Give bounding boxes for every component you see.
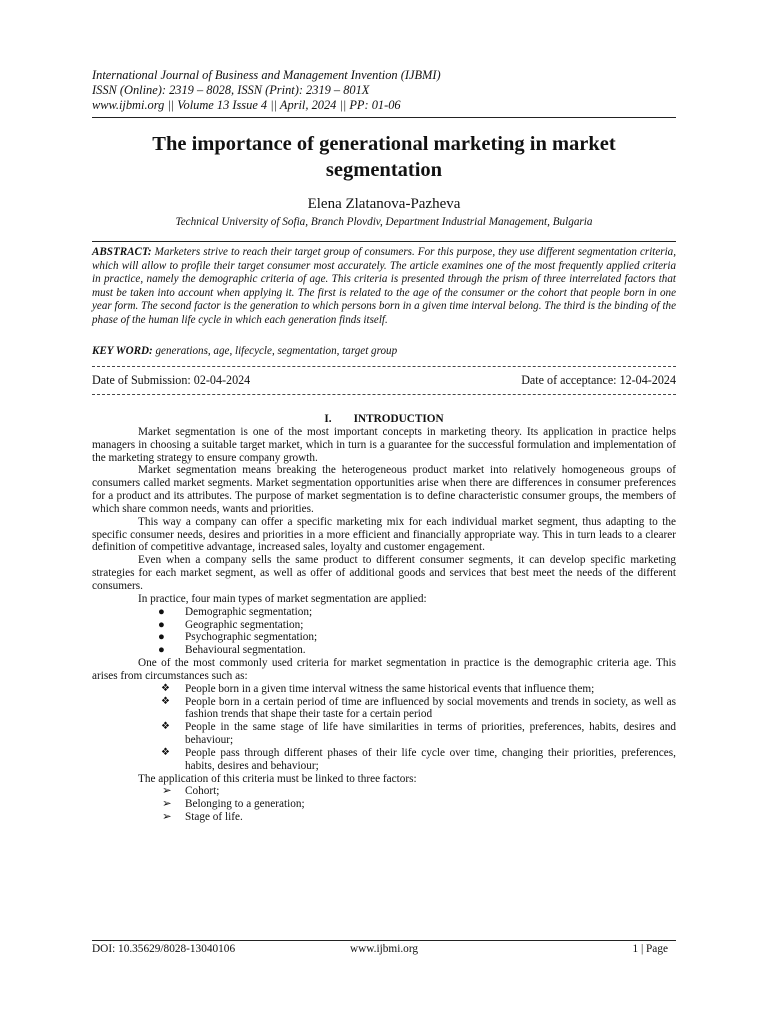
list-item: ❖ People born in a certain period of time are influenced by social movements and trends in society, as well as fashion trends that shape their taste for a certain period [161,695,676,721]
date-of-submission: Date of Submission: 02-04-2024 [92,373,251,387]
arrow-bullet-icon: ➢ [162,785,172,798]
section-heading [92,413,676,426]
diamond-bullet-icon: ❖ [161,695,170,707]
list-item: ❖ People in the same stage of life have similarities in terms of priorities, preferences, habits, desires and behaviour; [161,721,676,747]
paragraph: This way a company can offer a specific marketing mix for each individual market segment, thus adapting to the specific consumer needs, desires and priorities in a more efficient and financially appropriate way. This in turn leads to a clearer definition of competitive advantage, increased sales, loyalty and customer engagement. [92,515,676,554]
list-item: ➢ Belonging to a generation; [162,798,305,811]
article-body [92,413,676,824]
author-name: Elena Zlatanova-Pazheva [307,196,461,212]
footer-website: www.ijbmi.org [349,943,419,955]
arrow-bullet-icon: ➢ [162,811,172,824]
factors-list [92,785,676,824]
diamond-bullet-icon: ❖ [161,721,170,733]
bullet-dot-icon: ● [158,618,165,631]
section-title: INTRODUCTION [353,413,444,425]
journal-header [92,68,676,113]
segmentation-types-list [92,606,676,657]
footer-doi: DOI: 10.35629/8028-13040106 [92,943,236,955]
circumstances-list [92,683,676,773]
paragraph: In practice, four main types of market segmentation are applied: [138,592,427,605]
list-item: ➢ Stage of life. [162,811,243,824]
keywords-text: generations, age, lifecycle, segmentation, target group [155,345,398,357]
bullet-dot-icon: ● [158,631,165,644]
list-item: ❖ People pass through different phases of their life cycle over time, changing their priorities, preferences, habits, desires and behaviour; [161,746,676,772]
diamond-bullet-icon: ❖ [161,682,170,694]
abstract [92,246,676,327]
bullet-dot-icon: ● [158,644,165,657]
abstract-label: ABSTRACT: [92,246,152,258]
list-item: ● Demographic segmentation; [158,605,313,618]
list-item: ➢ Cohort; [162,785,220,798]
dates-divider-bottom [92,394,676,395]
arrow-bullet-icon: ➢ [162,798,172,811]
paper-title: The importance of generational marketing in market segmentation [152,133,616,181]
author-affiliation: Technical University of Sofia, Branch Plovdiv, Department Industrial Management, Bulgaria [175,216,593,228]
paragraph: One of the most commonly used criteria for market segmentation in practice is the demographic criteria age. This arises from circumstances such as: [92,657,676,682]
header-divider [92,117,676,118]
dates-divider-top [92,366,676,367]
diamond-bullet-icon: ❖ [161,746,170,758]
dates-row [92,373,676,387]
bullet-dot-icon: ● [158,605,165,618]
keywords-label: KEY WORD: [92,345,153,357]
journal-volume: www.ijbmi.org || Volume 13 Issue 4 || April, 2024 || PP: 01-06 [92,98,401,112]
paragraph: Market segmentation is one of the most important concepts in marketing theory. Its application in practice helps managers in choosing a suitable target market, which in turn is a guarantee for the successful formulation and implementation of the marketing strategy to ensure company growth. [92,425,676,464]
journal-issn: ISSN (Online): 2319 – 8028, ISSN (Print): 2319 – 801X [92,83,370,97]
date-of-acceptance: Date of acceptance: 12-04-2024 [521,373,676,387]
paragraph: Even when a company sells the same product to different consumer segments, it can develop specific marketing strategies for each market segment, as well as offer of additional goods and services that best meet the needs of the different consumers. [92,554,676,592]
abstract-divider [92,241,676,242]
paragraph: The application of this criteria must be linked to three factors: [138,772,417,785]
list-item: ● Behavioural segmentation. [158,644,306,657]
paragraph: Market segmentation means breaking the heterogeneous product market into relatively homogeneous groups of consumers called market segments. Market segmentation opportunities arise when there are differences in consumer preferences for a product and its attributes. The purpose of market segmentation is to define characteristic consumer groups, the members of which share common needs, wants and priorities. [92,464,676,515]
abstract-text: Marketers strive to reach their target group of consumers. For this purpose, they use different segmentation criteria, which will allow to profile their target consumer most accurately. The article examines one of the most frequently applied criteria in practice, namely the demographic criteria of age. This criteria is presented through the prism of three interrelated factors that must be taken into account when applying it. The first is related to the age of the consumer or the cohort that people born in one year form. The second factor is the generation to which persons born in a given time interval belong. The third is the binding of the phase of the human life cycle in which each generation finds itself. [92,246,676,326]
list-item: ● Psychographic segmentation; [158,631,318,644]
section-number: I. [324,413,332,425]
keywords [92,345,676,359]
journal-name: International Journal of Business and Management Invention (IJBMI) [92,68,441,82]
list-item: ● Geographic segmentation; [158,618,304,631]
list-item: ❖ People born in a given time interval witness the same historical events that influence them; [161,682,595,695]
footer-page-number: 1 | Page [632,943,668,955]
footer-divider [92,940,676,941]
